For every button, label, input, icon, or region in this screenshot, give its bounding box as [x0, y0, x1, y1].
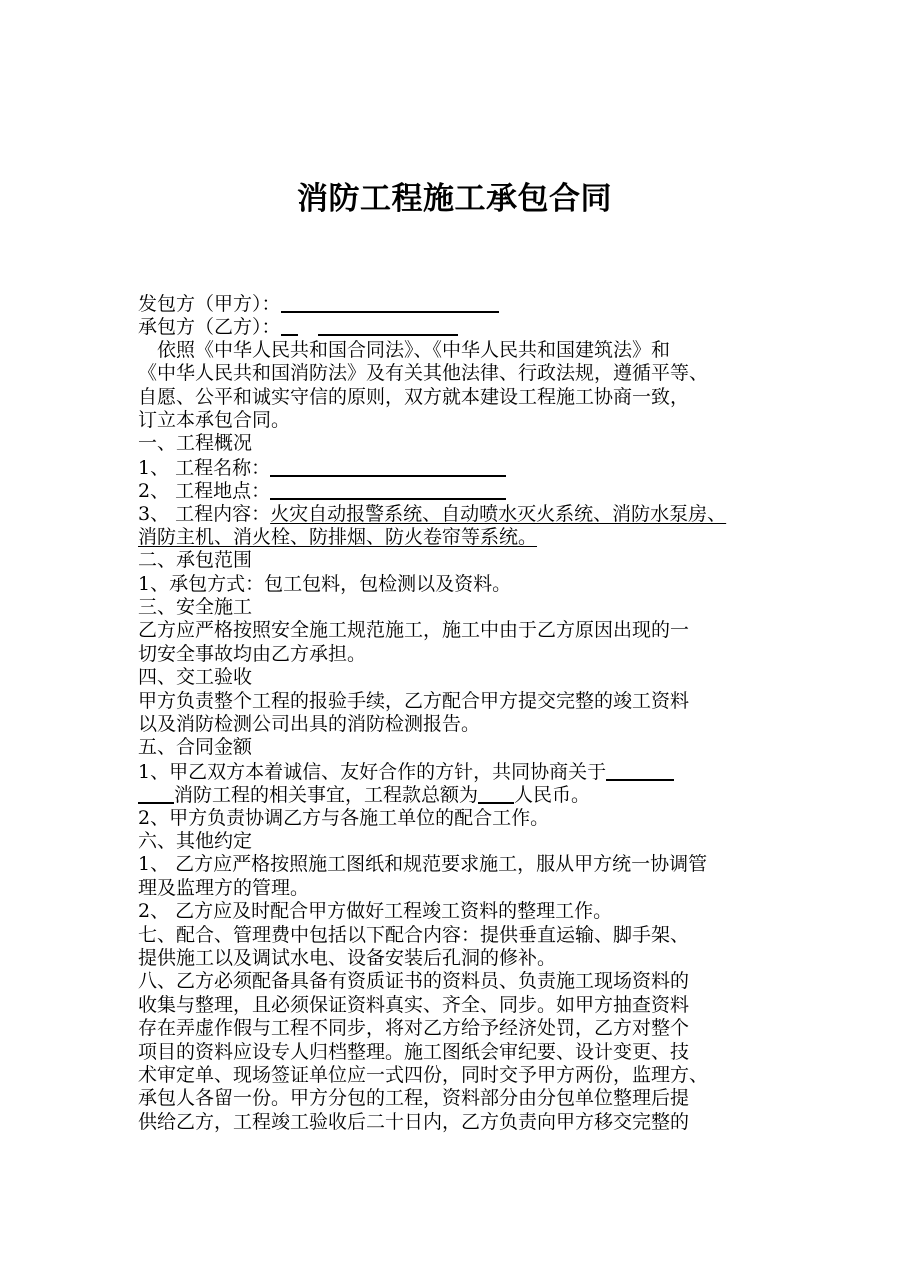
other-text: 1、 乙方应严格按照施工图纸和规范要求施工，服从甲方统一协调管 [138, 853, 708, 876]
section-heading-acceptance: 四、交工验收 [138, 666, 253, 689]
amount-text: 人民币。 [514, 784, 591, 807]
party-a-line [138, 292, 778, 315]
amount-item-2: 2、甲方负责协调乙方与各施工单位的配合工作。 [138, 806, 550, 829]
project-content-value: 消防主机、消火栓、防排烟、防火卷帘等系统。 [138, 525, 538, 548]
party-b-line [138, 315, 778, 338]
cooperation-text: 提供施工以及调试水电、设备安装后孔洞的修补。 [138, 946, 557, 969]
other-text: 2、 乙方应及时配合甲方做好工程竣工资料的整理工作。 [138, 900, 613, 923]
documentation-text: 项目的资料应设专人归档整理。施工图纸会审纪要、设计变更、技 [138, 1040, 690, 1063]
documentation-text: 术审定单、现场签证单位应一式四份，同时交予甲方两份，监理方、 [138, 1063, 709, 1086]
documentation-text: 收集与整理，且必须保证资料真实、齐全、同步。如甲方抽查资料 [138, 993, 690, 1016]
documentation-text: 八、乙方必须配备具备有资质证书的资料员、负责施工现场资料的 [138, 970, 690, 993]
document-title: 消防工程施工承包合同 [297, 181, 612, 217]
intro-line: 自愿、公平和诚实守信的原则，双方就本建设工程施工协商一致， [138, 385, 690, 408]
amount-total-blank [478, 783, 514, 804]
party-a-blank [281, 292, 499, 313]
amount-project-blank-cont [138, 783, 174, 804]
project-name-line [138, 456, 778, 479]
safety-text: 切安全事故均由乙方承担。 [138, 642, 367, 665]
cooperation-text: 七、配合、管理费中包括以下配合内容：提供垂直运输、脚手架、 [138, 923, 690, 946]
section-heading-safety: 三、安全施工 [138, 596, 253, 619]
project-content-line [138, 526, 778, 549]
acceptance-text: 以及消防检测公司出具的消防检测报告。 [138, 713, 481, 736]
documentation-text: 存在弄虚作假与工程不同步，将对乙方给予经济处罚，乙方对整个 [138, 1017, 690, 1040]
amount-item-1 [138, 760, 778, 783]
project-content-line [138, 503, 778, 526]
project-name-label: 1、 工程名称： [138, 456, 271, 479]
intro-line: 《中华人民共和国消防法》及有关其他法律、行政法规，遵循平等、 [138, 362, 709, 385]
intro-line: 订立本承包合同。 [138, 408, 291, 431]
other-text: 理及监理方的管理。 [138, 876, 310, 899]
party-b-label: 承包方（乙方）： [138, 316, 281, 339]
project-location-label: 2、 工程地点： [138, 480, 271, 503]
project-name-blank [270, 456, 506, 477]
section-heading-scope: 二、承包范围 [138, 549, 253, 572]
party-b-blank [318, 315, 458, 336]
project-location-blank [270, 479, 506, 500]
acceptance-text: 甲方负责整个工程的报验手续，乙方配合甲方提交完整的竣工资料 [138, 689, 690, 712]
scope-item: 1、承包方式：包工包料，包检测以及资料。 [138, 572, 512, 595]
safety-text: 乙方应严格按照安全施工规范施工，施工中由于乙方原因出现的一 [138, 619, 690, 642]
section-heading-overview: 一、工程概况 [138, 432, 253, 455]
party-a-label: 发包方（甲方）： [138, 293, 281, 315]
intro-line: 依照《中华人民共和国合同法》、《中华人民共和国建筑法》和 [157, 338, 671, 361]
amount-item-1-cont [138, 783, 778, 806]
amount-text: 消防工程的相关事宜，工程款总额为 [174, 784, 479, 807]
contract-body [138, 292, 778, 1134]
section-heading-other: 六、其他约定 [138, 829, 253, 852]
section-heading-amount: 五、合同金额 [138, 736, 253, 759]
amount-text: 1、甲乙双方本着诚信、友好合作的方针，共同协商关于 [138, 760, 607, 783]
project-content-label: 3、 工程内容： [138, 502, 271, 525]
documentation-text: 承包人各留一份。甲方分包的工程，资料部分由分包单位整理后提 [138, 1087, 690, 1110]
project-content-value: 火灾自动报警系统、自动喷水灭火系统、消防水泵房、 [270, 502, 727, 525]
project-location-line [138, 479, 778, 502]
party-b-blank-short [281, 315, 298, 336]
amount-project-blank [606, 760, 674, 781]
documentation-text: 供给乙方，工程竣工验收后二十日内，乙方负责向甲方移交完整的 [138, 1110, 690, 1133]
